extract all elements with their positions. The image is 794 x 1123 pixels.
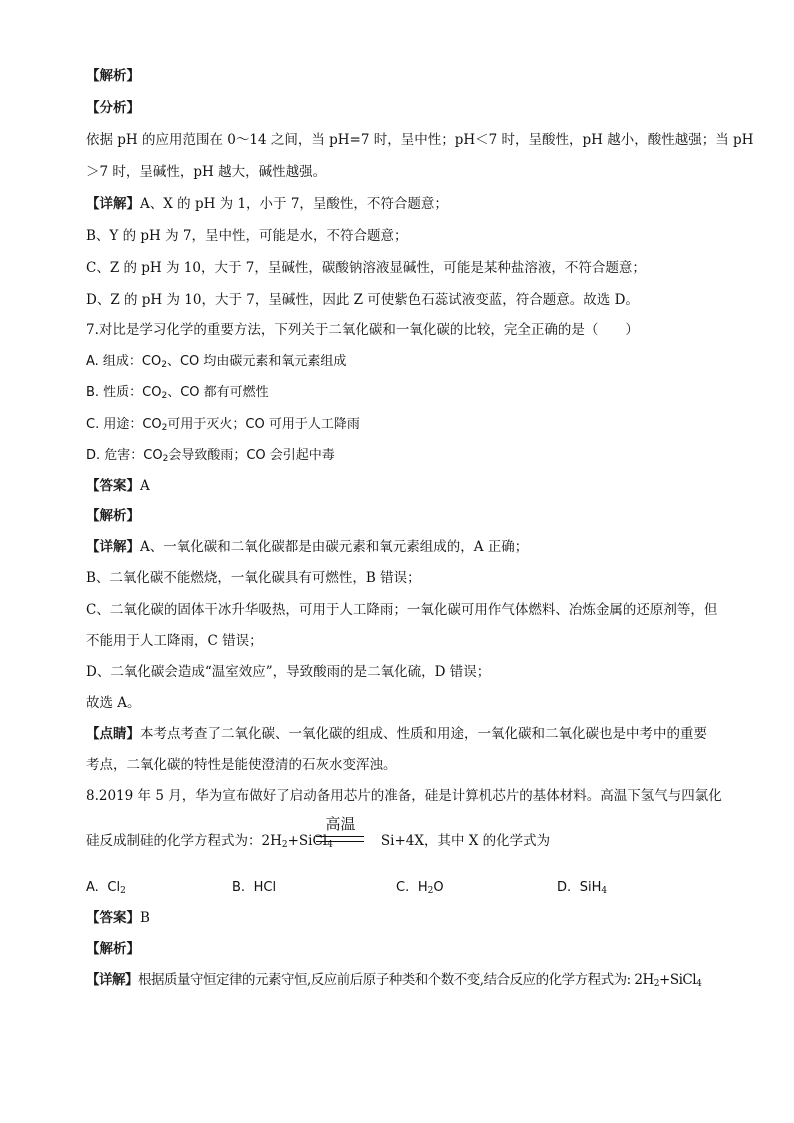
q7-option-c: C. 用途：$CO_2$可用于灭火；CO 可用于人工降雨 [86, 417, 360, 433]
q7-option-d: D. 危害：$CO_2$会导致酸雨；CO 会引起中毒 [86, 448, 335, 464]
q8-detail: 【详解】根据质量守恒定律的元素守恒,反应前后原子种类和个数不变,结合反应的化学方程式为: $2H_2+SiCl_4$ [86, 972, 702, 989]
q7-analysis-heading: 【解析】 [86, 508, 140, 524]
analysis-text-line-1: 依据 pH 的应用范围在 0～14 之间，当 pH=7 时，呈中性；pH＜7 时，呈酸性，pH 越小，酸性越强；当 pH [86, 132, 754, 148]
q7-detail-tag: 【详解】 [86, 539, 140, 555]
q8-stem-line-1: 8.2019 年 5 月，华为宣布做好了启动备用芯片的准备，硅是计算机芯片的基体材料。高温下氢气与四氯化 [86, 788, 722, 804]
detail-line-a [86, 194, 724, 214]
q7-conclusion: 故选 A。 [86, 695, 141, 711]
q8-option-b: B. HCl [232, 880, 277, 895]
detail-line-d: D、Z 的 pH 为 10，大于 7，呈碱性，因此 Z 可使紫色石蕊试液变蓝，符合题意。故选 D。 [86, 292, 639, 308]
q8-option-a: A. $Cl_2$ [86, 880, 126, 896]
q7-answer [86, 476, 724, 496]
q8-analysis-heading: 【解析】 [86, 941, 140, 957]
q7-comment-line-1: 【点睛】本考点考查了二氧化碳、一氧化碳的组成、性质和用途，一氧化碳和二氧化碳也是中考中的重要 [86, 726, 707, 742]
reaction-condition: 高温 [325, 815, 356, 833]
detail-line-b: B、Y 的 pH 为 7，呈中性，可能是水，不符合题意； [86, 228, 408, 244]
q7-answer-tag: 【答案】 [86, 478, 140, 494]
q8-answer [86, 908, 724, 928]
q8-option-c: C. $H_2O$ [396, 880, 444, 896]
analysis-subheading [86, 98, 724, 118]
q7-detail-b: B、二氧化碳不能燃烧，一氧化碳具有可燃性，B 错误； [86, 570, 421, 586]
q8-detail-tag: 【详解】 [86, 972, 138, 988]
q8-stem-line-2: 硅反成制硅的化学方程式为：$2H_2+SiCl_4$ Si+4X，其中 X 的化学式为 [86, 833, 551, 850]
q7-option-b: B. 性质：$CO_2$、CO 都有可燃性 [86, 385, 269, 401]
q7-detail-c-line-1: C、二氧化碳的固体干冰升华吸热，可用于人工降雨；一氧化碳可用作气体燃料、冶炼金属的还原剂等，但 [86, 602, 718, 618]
analysis-sub-tag: 【分析】 [86, 100, 140, 116]
q7-answer-value: A [140, 478, 150, 494]
q7-detail-a: 【详解】A、一氧化碳和二氧化碳都是由碳元素和氧元素组成的，A 正确； [86, 539, 529, 555]
q7-option-a: A. 组成：$CO_2$、CO 均由碳元素和氧元素组成 [86, 354, 347, 370]
analysis-text-line-2: ＞7 时，呈碱性，pH 越大，碱性越强。 [86, 164, 327, 180]
q7-detail-d: D、二氧化碳会造成“温室效应”，导致酸雨的是二氧化硫，D 错误； [86, 664, 491, 680]
analysis-heading [86, 66, 724, 86]
detail-tag: 【详解】 [86, 196, 140, 212]
detail-text-a: A、X 的 pH 为 1，小于 7，呈酸性，不符合题意； [140, 196, 448, 212]
analysis-tag: 【解析】 [86, 68, 140, 84]
q7-comment-line-2: 考点，二氧化碳的特性是能使澄清的石灰水变浑浊。 [86, 757, 397, 773]
detail-line-c: C、Z 的 pH 为 10，大于 7，呈碱性，碳酸钠溶液显碱性，可能是某种盐溶液，不符合题意； [86, 260, 646, 276]
q7-stem: 7.对比是学习化学的重要方法，下列关于二氧化碳和一氧化碳的比较，完全正确的是（ ） [86, 322, 639, 338]
q7-comment-tag: 【点睛】 [86, 726, 140, 742]
q7-detail-c-line-2: 不能用于人工降雨，C 错误； [86, 633, 263, 649]
q8-option-d: D. SiH$_4$ [557, 880, 608, 896]
q8-answer-tag: 【答案】 [86, 910, 140, 926]
q8-answer-value: B [140, 910, 150, 926]
